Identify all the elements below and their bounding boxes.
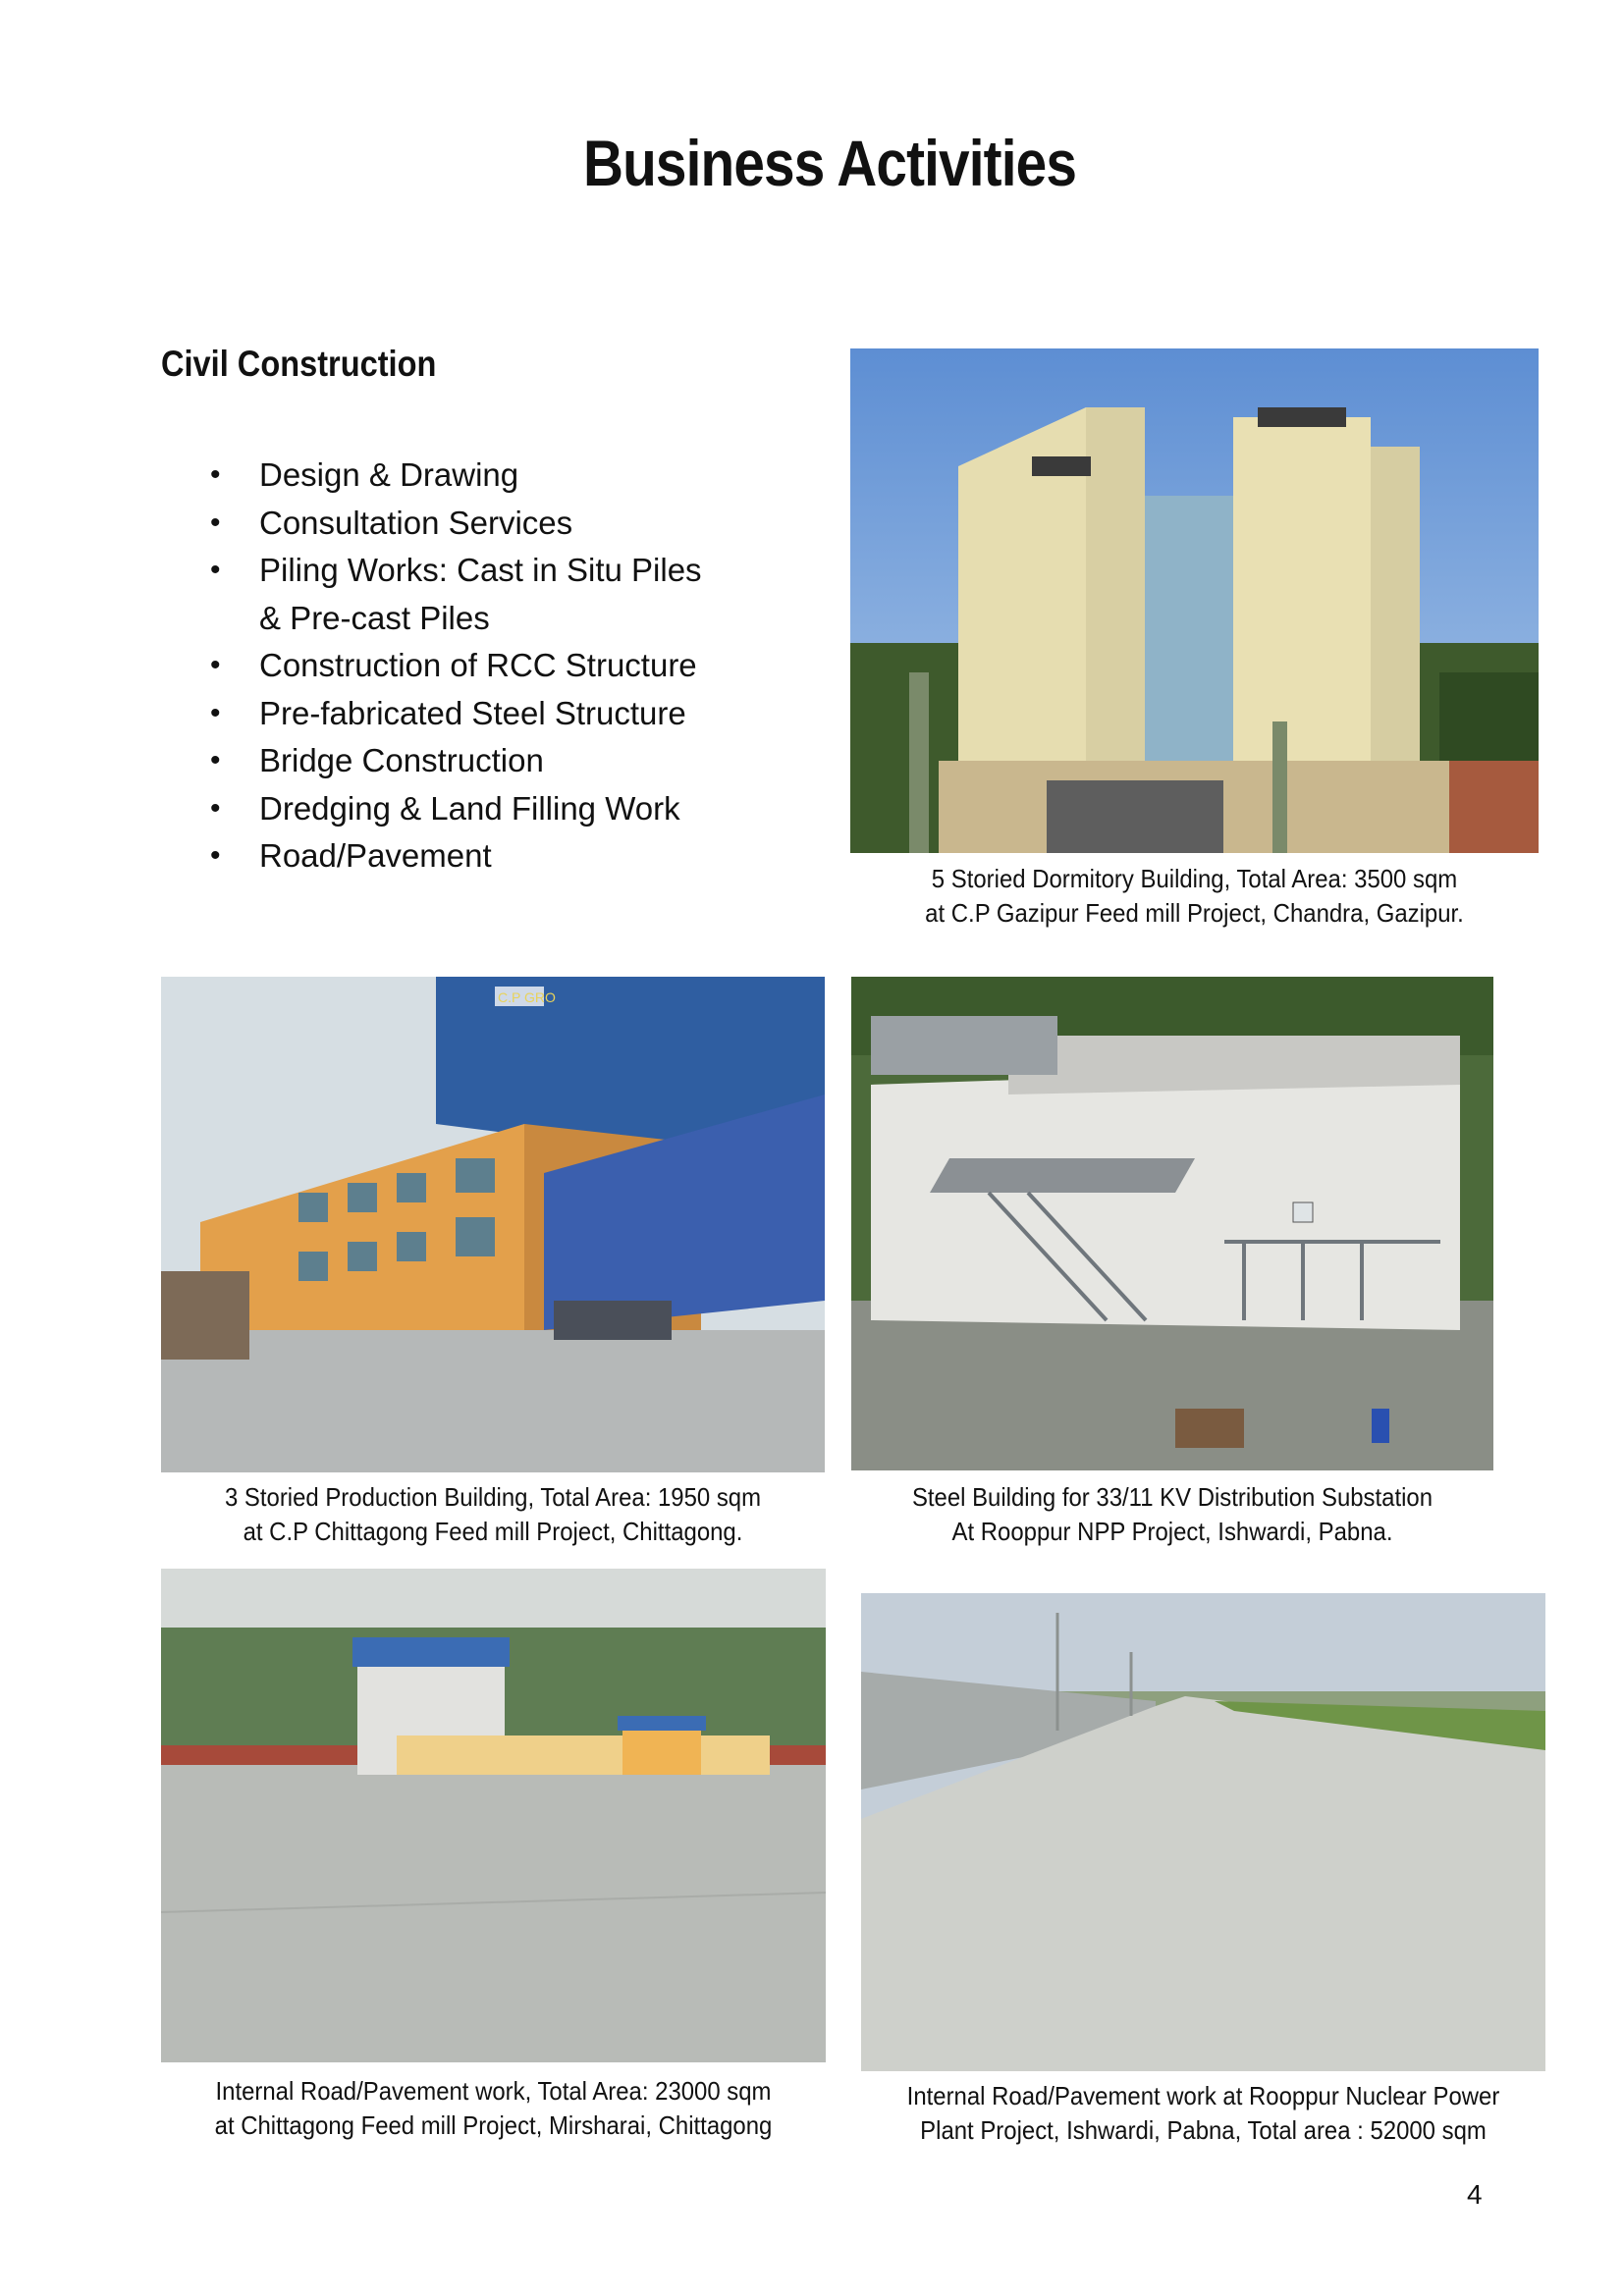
caption-line: at C.P Gazipur Feed mill Project, Chandra, Gazipur. [925,898,1464,928]
caption-line: Internal Road/Pavement work at Rooppur Nuclear Power [906,2081,1500,2110]
list-item: • Pre-fabricated Steel Structure [208,690,758,738]
photo-caption [188,2074,799,2143]
caption-line: 5 Storied Dormitory Building, Total Area: 3500 sqm [931,864,1458,893]
list-item: • Road/Pavement [208,832,758,881]
photo-caption [188,1480,798,1549]
rooppur-pavement-photo [861,1593,1545,2071]
list-item: • Bridge Construction [208,737,758,785]
page-title: Business Activities [582,127,1077,199]
list-item: • Dredging & Land Filling Work [208,785,758,833]
photo-caption [889,2079,1518,2148]
caption-line: at Chittagong Feed mill Project, Mirsharai, Chittagong [214,2110,773,2140]
photo-caption [877,1480,1468,1549]
caption-line: Steel Building for 33/11 KV Distribution Substation [911,1482,1434,1512]
photo-caption [878,862,1511,931]
list-item: • Piling Works: Cast in Situ Piles [208,547,758,595]
chittagong-pavement-photo [161,1569,826,2062]
caption-line: at C.P Chittagong Feed mill Project, Chittagong. [243,1517,743,1546]
steel-substation-building-photo [851,977,1493,1470]
production-building-photo [161,977,825,1472]
caption-line: Plant Project, Ishwardi, Pabna, Total area : 52000 sqm [920,2115,1487,2145]
caption-line: At Rooppur NPP Project, Ishwardi, Pabna. [951,1517,1393,1546]
section-heading: Civil Construction [161,344,437,384]
caption-line: 3 Storied Production Building, Total Area: 1950 sqm [224,1482,762,1512]
caption-line: Internal Road/Pavement work, Total Area: 23000 sqm [215,2076,772,2106]
list-item: • Design & Drawing [208,452,758,500]
list-item: • Consultation Services [208,500,758,548]
list-item: • Construction of RCC Structure [208,642,758,690]
dormitory-building-photo [850,348,1539,853]
list-item-continuation: & Pre-cast Piles [259,599,490,636]
page-number: 4 [1467,2179,1483,2210]
services-list [208,452,758,881]
building-sign-text: C.P GRO [498,989,556,1005]
